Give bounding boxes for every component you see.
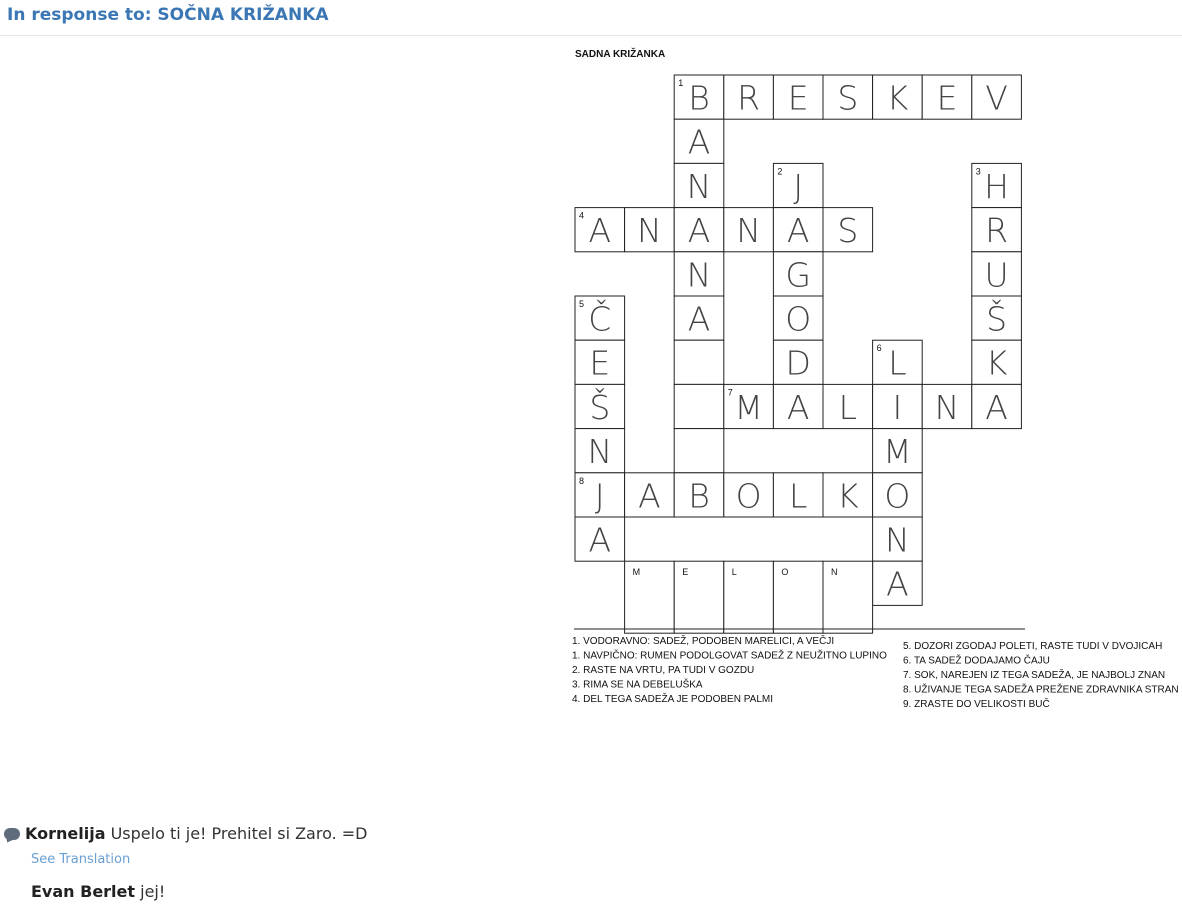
cell-letter: N [736,211,761,251]
melon-letter: L [731,567,737,578]
cell-letter: V [985,78,1008,118]
cell-letter: J [793,166,804,206]
crossword-clues [572,634,1179,710]
see-translation-link[interactable]: See Translation [31,852,131,867]
comment-bubble-icon [4,828,20,840]
cell-letter: A [588,211,612,251]
clue-right: 5. DOZORI ZGODAJ POLETI, RASTE TUDI V DVOJICAH [903,641,1163,652]
cell-letter: N [934,387,960,427]
cell-letter: K [886,78,909,118]
cell-letter: M [883,432,912,472]
clue-left: 1. VODORAVNO: SADEŽ, PODOBEN MARELICI, A VEČJI [572,636,835,647]
comment [4,824,368,843]
melon-letter: N [831,567,838,578]
cell-letter: Š [986,299,1008,339]
cell-number: 2 [777,166,783,177]
clue-left: 1. NAVPIČNO: RUMEN PODOLGOVAT SADEŽ Z NEUŽITNO LUPINO [572,650,887,662]
cell-letter: A [886,564,909,604]
reply-text: jej! [140,882,166,901]
cell-letter: I [892,387,903,427]
crossword-cell [674,340,724,384]
cell-number: 5 [579,299,585,309]
cell-letter: A [687,122,711,162]
cell-letter: R [737,78,761,118]
cell-letter: N [885,520,910,560]
melon-letter: M [632,567,641,578]
crossword-svg [570,42,1182,722]
clue-left: 2. RASTE NA VRTU, PA TUDI V GOZDU [572,665,755,676]
clue-right: 6. TA SADEŽ DODAJAMO ČAJU [903,655,1050,667]
cell-letter: B [688,78,710,118]
crossword-title: SADNA KRIŽANKA [575,49,666,60]
clue-left: 3. RIMA SE NA DEBELUŠKA [572,679,703,691]
cell-letter: L [888,343,907,383]
cell-letter: A [985,387,1008,427]
reply [31,882,165,901]
cell-letter: R [985,211,1009,251]
melon-letter: E [682,567,689,578]
cell-letter: N [587,432,613,472]
cell-letter: M [734,387,763,427]
cell-number: 8 [579,475,585,486]
cell-letter: E [589,343,611,383]
cell-letter: L [789,476,808,516]
comment-text: Uspelo ti je! Prehitel si Zaro. =D [110,824,368,843]
thread-title[interactable]: In response to: SOČNA KRIŽANKA [7,5,329,25]
crossword-image[interactable] [570,42,1182,722]
cell-letter: A [786,211,810,251]
cell-letter: O [785,299,812,339]
cell-number: 7 [727,387,733,398]
crossword-grid [574,75,1025,633]
cell-letter: G [785,255,811,295]
cell-letter: A [588,520,612,560]
cell-letter: O [884,476,911,516]
clue-right: 8. UŽIVANJE TEGA SADEŽA PREŽENE ZDRAVNIKA STRAN [903,684,1179,696]
cell-letter: A [786,387,810,427]
cell-letter: J [594,476,605,516]
cell-letter: O [735,476,762,516]
cell-letter: U [984,255,1009,295]
reply-author[interactable]: Evan Berlet [31,882,136,901]
cell-letter: A [687,211,711,251]
cell-letter: S [837,211,859,251]
cell-letter: K [836,476,859,516]
clue-left: 4. DEL TEGA SADEŽA JE PODOBEN PALMI [572,694,773,705]
crossword-cell [674,384,724,428]
cell-letter: A [687,299,711,339]
cell-number: 3 [975,166,981,177]
cell-letter: N [686,166,712,206]
cell-number: 4 [579,210,585,221]
cell-letter: E [787,78,809,118]
cell-letter: N [686,255,712,295]
cell-letter: S [837,78,859,118]
cell-letter: Š [589,387,611,427]
cell-letter: L [838,387,857,427]
cell-letter: E [936,78,958,118]
cell-letter: Č [588,299,612,339]
cell-number: 6 [876,343,882,354]
cell-letter: A [638,476,661,516]
cell-letter: N [637,211,662,251]
cell-letter: K [985,343,1008,383]
comment-author[interactable]: Kornelija [25,824,106,843]
cell-letter: D [785,343,811,383]
clue-right: 9. ZRASTE DO VELIKOSTI BUČ [903,699,1050,710]
cell-letter: B [688,476,710,516]
cell-number: 1 [678,78,684,88]
cell-letter: H [984,166,1010,206]
melon-letter: O [781,567,789,578]
crossword-cell [674,429,724,473]
thread-header [0,0,1182,36]
clue-right: 7. SOK, NAREJEN IZ TEGA SADEŽA, JE NAJBOLJ ZNAN [903,670,1166,681]
